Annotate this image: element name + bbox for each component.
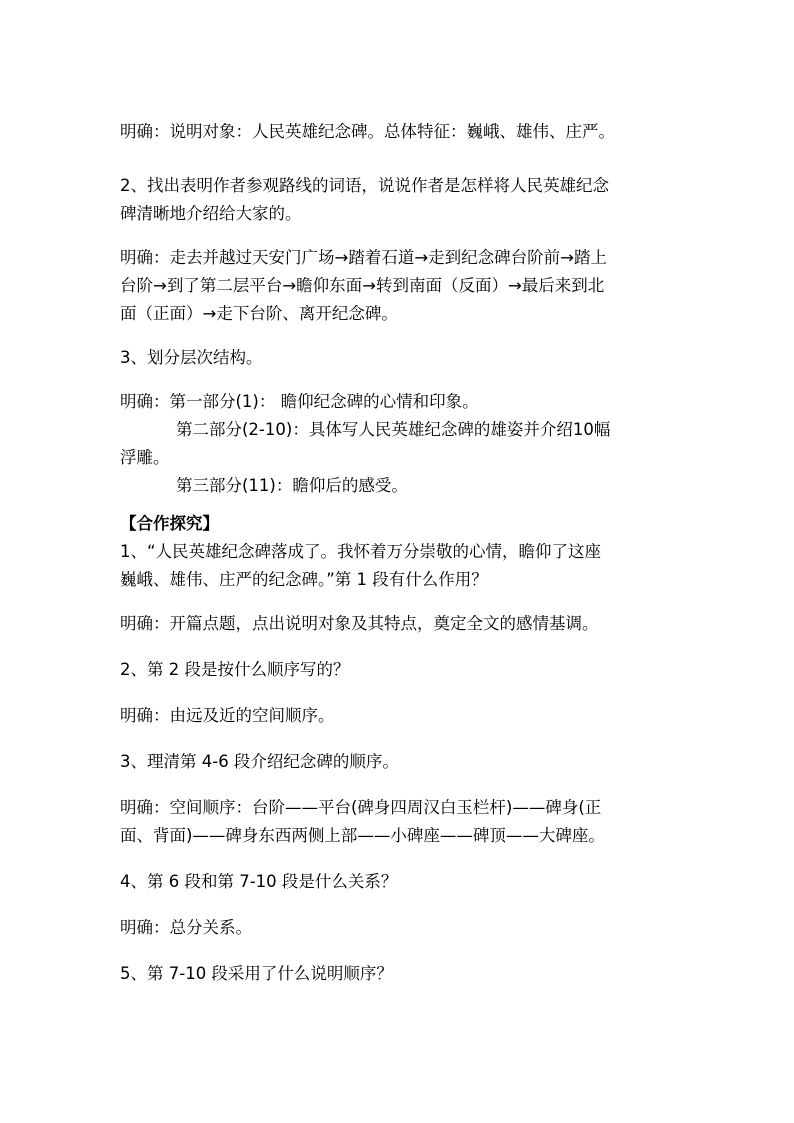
- question-text: 4、第 6 段和第 7-10 段是什么关系？: [120, 872, 398, 891]
- answer-text: 明确：说明对象：人民英雄纪念碑。总体特征：巍峨、雄伟、庄严。: [120, 122, 615, 141]
- answer-text: 明确：走去并越过天安门广场→踏着石道→走到纪念碑台阶前→踏上: [120, 248, 607, 267]
- answer-text: 明确：总分关系。: [120, 918, 252, 937]
- answer-text: 明确：由远及近的空间顺序。: [120, 706, 335, 725]
- section-heading: 【合作探究】: [120, 514, 219, 533]
- question-text: 2、第 2 段是按什么顺序写的？: [120, 660, 350, 679]
- answer-text: 第二部分(2-10)：具体写人民英雄纪念碑的雄姿并介绍10幅: [176, 420, 611, 439]
- answer-text: 明确：空间顺序：台阶——平台(碑身四周汉白玉栏杆)——碑身(正: [120, 798, 602, 817]
- answer-text: 浮雕。: [120, 448, 170, 467]
- answer-text: 明确：第一部分(1)： 瞻仰纪念碑的心情和印象。: [120, 392, 479, 411]
- question-text: 巍峨、雄伟、庄严的纪念碑。”第 1 段有什么作用？: [120, 570, 488, 589]
- question-text: 2、找出表明作者参观路线的词语，说说作者是怎样将人民英雄纪念: [120, 176, 609, 195]
- answer-text: 明确：开篇点题，点出说明对象及其特点，奠定全文的感情基调。: [120, 614, 599, 633]
- answer-text: 台阶→到了第二层平台→瞻仰东面→转到南面（反面）→最后来到北: [120, 276, 605, 295]
- answer-text: 面、背面)——碑身东西两侧上部——小碑座——碑顶——大碑座。: [120, 826, 605, 845]
- question-text: 碑清晰地介绍给大家的。: [120, 204, 302, 223]
- answer-text: 第三部分(11)：瞻仰后的感受。: [176, 476, 408, 495]
- question-text: 3、划分层次结构。: [120, 348, 263, 367]
- question-text: 5、第 7-10 段采用了什么说明顺序？: [120, 964, 393, 983]
- answer-text: 面（正面）→走下台阶、离开纪念碑。: [120, 304, 398, 323]
- question-text: 3、理清第 4-6 段介绍纪念碑的顺序。: [120, 752, 399, 771]
- question-text: 1、“人民英雄纪念碑落成了。我怀着万分崇敬的心情，瞻仰了这座: [120, 542, 602, 561]
